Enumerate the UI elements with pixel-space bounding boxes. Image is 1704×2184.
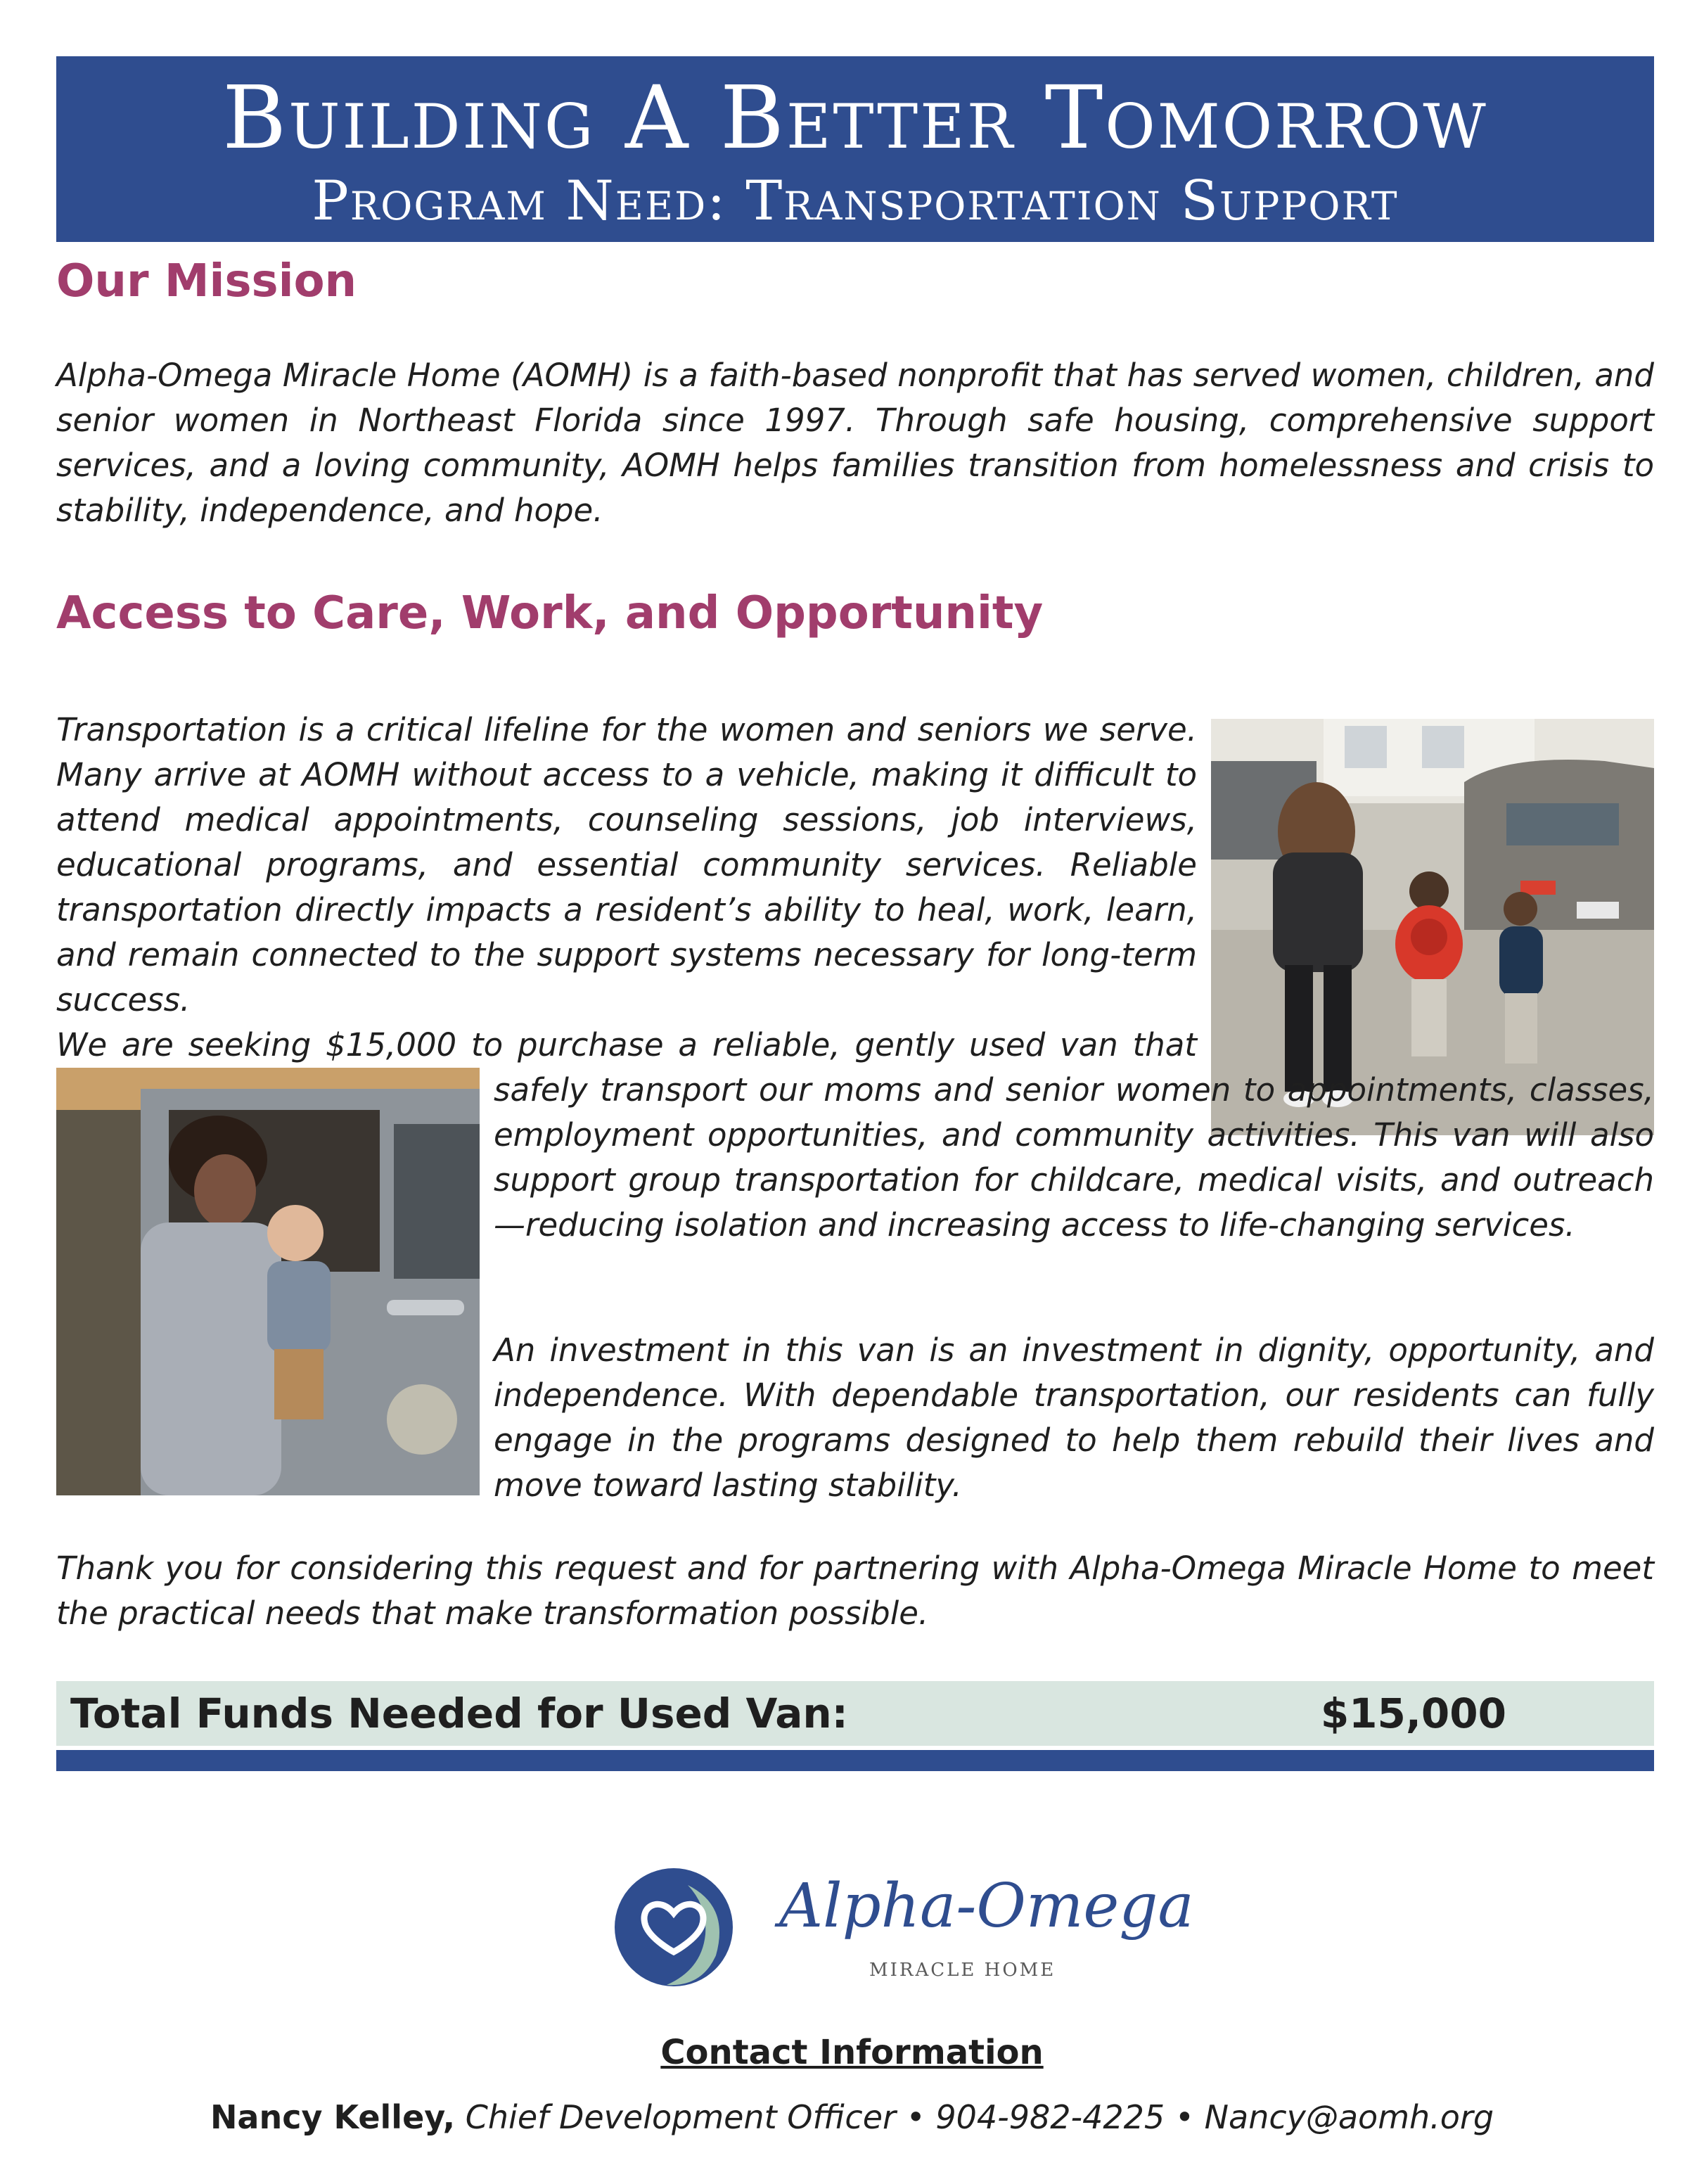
contact-separator: • xyxy=(906,2098,925,2136)
contact-name: Nancy Kelley, xyxy=(210,2098,456,2136)
contact-separator: • xyxy=(1174,2098,1194,2136)
contact-role: Chief Development Officer xyxy=(465,2098,896,2136)
mission-paragraph: Alpha-Omega Miracle Home (AOMH) is a faith-based nonprofit that has served women, children, and senior women in Northeast Florida since 1997. Through safe housing, comprehensive support services, and a loving community, AOMH helps families transition from homelessness and crisis to stability, independence, and hope. xyxy=(56,357,1654,529)
mother-child-van-illustration xyxy=(56,1068,480,1495)
funding-request-lead: We are seeking $15,000 to purchase a reliable, gently used van that xyxy=(56,1026,1197,1064)
total-divider xyxy=(56,1750,1654,1771)
total-funds-label: Total Funds Needed for Used Van: xyxy=(70,1690,848,1737)
page-title: Building A Better Tomorrow xyxy=(222,68,1488,169)
investment-paragraph: An investment in this van is an investment in dignity, opportunity, and independence. With dependable transportation, our residents can fully engage in the programs designed to help them rebuild their lives and move toward lasting stability. xyxy=(494,1332,1654,1504)
contact-details xyxy=(0,2096,1704,2138)
funding-request-paragraph: safely transport our moms and senior women to appointments, classes, employment opportunities, and community activities. This van will also support group transportation for childcare, medical visits, and outreach—reducing isolation and increasing access to life-changing services. xyxy=(494,1071,1654,1244)
organization-logo xyxy=(610,1857,1194,1998)
contact-heading: Contact Information xyxy=(660,2033,1044,2072)
logo-wordmark: Alpha-Omega xyxy=(779,1871,1194,1941)
contact-phone[interactable]: 904-982-4225 xyxy=(935,2098,1165,2136)
page-subtitle: Program Need: Transportation Support xyxy=(312,170,1399,233)
mother-child-van-photo xyxy=(56,1068,480,1495)
title-banner xyxy=(56,56,1654,242)
total-funds-amount: $15,000 xyxy=(1320,1690,1506,1737)
transport-paragraph: Transportation is a critical lifeline for the women and seniors we serve. Many arrive at AOMH without access to a vehicle, making it difficult to attend medical appointments, counseling sessions, job interviews, educational programs, and essential community services. Reliable transportation directly impacts a resident’s ability to heal, work, learn, and remain connected to the support systems necessary for long-term success. xyxy=(56,711,1197,1018)
mission-heading: Our Mission xyxy=(56,255,357,307)
closing-paragraph: Thank you for considering this request and for partnering with Alpha-Omega Miracle Home to meet the practical needs that make transformation possible. xyxy=(56,1550,1654,1632)
heart-hands-logo-icon xyxy=(610,1864,737,1991)
contact-email[interactable]: Nancy@aomh.org xyxy=(1204,2098,1494,2136)
total-funds-bar xyxy=(56,1681,1654,1746)
access-heading: Access to Care, Work, and Opportunity xyxy=(56,587,1044,639)
logo-subtitle: MIRACLE HOME xyxy=(869,1960,1056,1981)
